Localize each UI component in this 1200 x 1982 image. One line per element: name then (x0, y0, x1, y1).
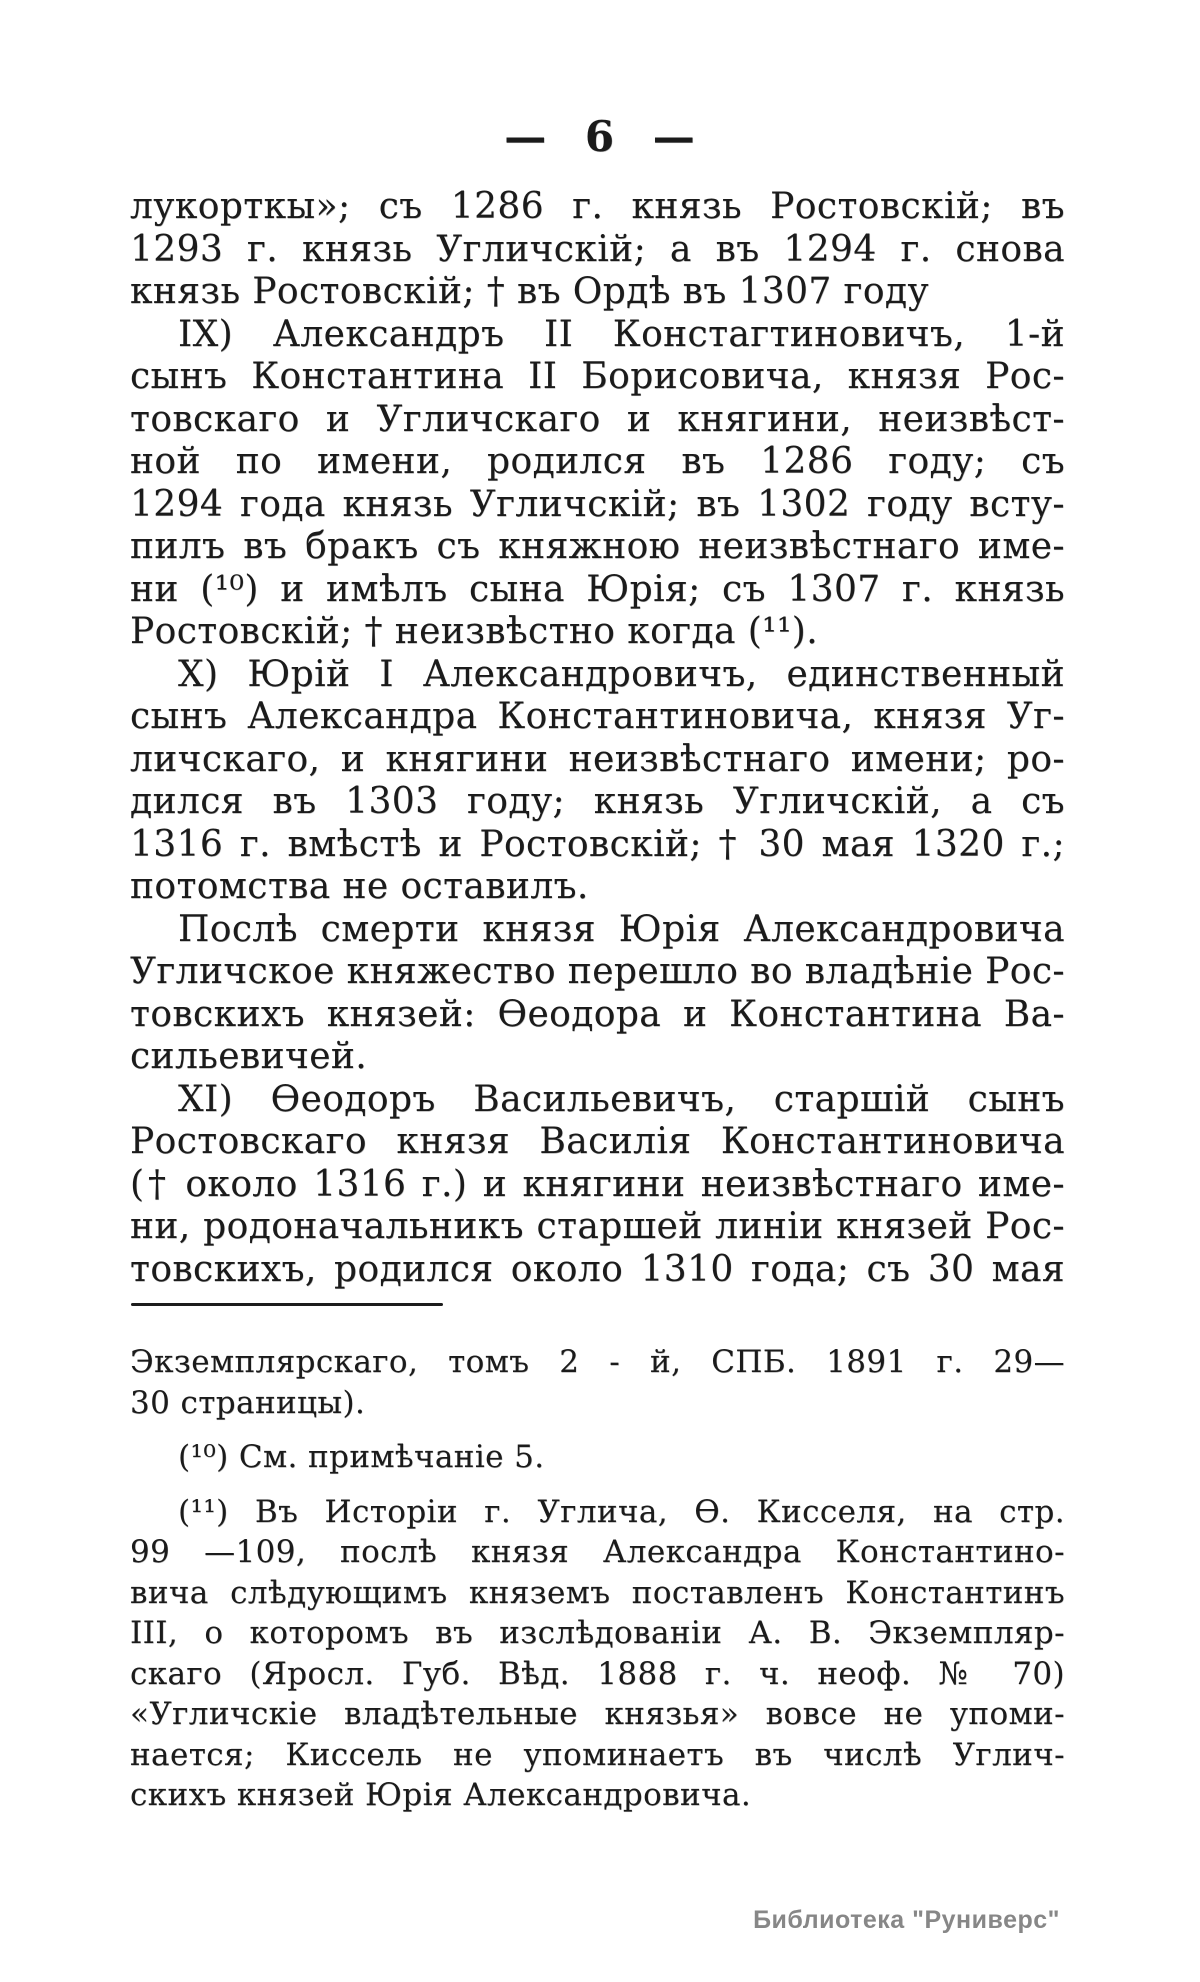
footnote-line: 30 страницы). (130, 1384, 366, 1421)
footnote-line: (¹⁰) См. примѣчаніе 5. (178, 1439, 545, 1475)
body-line: пилъ въ бракъ съ княжною неизвѣстнаго име- (130, 526, 1065, 567)
body-line: товскихъ, родился около 1310 года; съ 30 мая (130, 1248, 1065, 1290)
body-line: Ростовскій; † неизвѣстно когда (¹¹). (130, 611, 819, 652)
body-line: Угличское княжество перешло во владѣніе Рос- (130, 951, 1065, 992)
body-text (130, 186, 1065, 1291)
footnote-line: скаго (Яросл. Губ. Вѣд. 1888 г. ч. неоф. № 70) (130, 1655, 1065, 1692)
footnote-line: «Угличскіе владѣтельные князья» вовсе не упоми- (130, 1696, 1065, 1732)
footnotes (130, 1342, 1065, 1830)
body-line: князь Ростовскій; † въ Ордѣ въ 1307 году (130, 271, 930, 312)
body-line: товскаго и Угличскаго и княгини, неизвѣст- (130, 398, 1065, 440)
footnote-paragraph (130, 1437, 1065, 1478)
body-line: XI) Ѳеодоръ Васильевичъ, старшій сынъ (178, 1078, 1065, 1120)
body-line: ни (¹⁰) и имѣлъ сына Юрія; съ 1307 г. князь (130, 568, 1065, 610)
body-line: сильевичей. (130, 1036, 368, 1077)
footnote-paragraph (130, 1492, 1065, 1816)
body-line: († около 1316 г.) и княгини неизвѣстнаго име- (130, 1163, 1065, 1205)
footnote-separator (131, 1303, 443, 1306)
body-line: IX) Александръ II Констагтиновичъ, 1-й (178, 313, 1065, 355)
body-line: Послѣ смерти князя Юрія Александровича (178, 908, 1065, 950)
body-line: X) Юрій I Александровичъ, единственный (178, 653, 1065, 695)
page-number: — 6 — (504, 112, 696, 161)
library-watermark: Библиотека "Руниверс" (753, 1906, 1060, 1934)
body-line: сынъ Константина II Борисовича, князя Рос- (130, 356, 1065, 397)
body-line: потомства не оставилъ. (130, 866, 589, 907)
body-line: 1294 года князь Угличскій; въ 1302 году всту- (130, 483, 1065, 525)
body-line: Ростовскаго князя Василія Константиновича (130, 1121, 1065, 1162)
body-line: дился въ 1303 году; князь Угличскій, а съ (130, 781, 1065, 822)
body-line: ни, родоначальникъ старшей линіи князей Рос- (130, 1206, 1065, 1247)
body-line: лукорткы»; съ 1286 г. князь Ростовскій; въ (130, 186, 1065, 227)
footnote-line: 99 —109, послѣ князя Александра Константино- (130, 1534, 1065, 1570)
body-line: 1316 г. вмѣстѣ и Ростовскій; † 30 мая 1320 г.; (130, 823, 1065, 865)
body-line: сынъ Александра Константиновича, князя Уг- (130, 696, 1065, 737)
footnote-line: III, о которомъ въ изслѣдованіи А. В. Экземпляр- (130, 1615, 1065, 1651)
footnote-line: вича слѣдующимъ княземъ поставленъ Константинъ (130, 1574, 1065, 1611)
footnote-line: (¹¹) Въ Исторіи г. Углича, Ѳ. Кисселя, на стр. (178, 1493, 1065, 1530)
footnote-line: Экземплярскаго, томъ 2 - й, СПБ. 1891 г. 29— (130, 1344, 1065, 1380)
footnote-line: скихъ князей Юрія Александровича. (130, 1777, 752, 1813)
body-line: ной по имени, родился въ 1286 году; съ (130, 441, 1065, 482)
footnote-paragraph (130, 1342, 1065, 1423)
body-line: 1293 г. князь Угличскій; а въ 1294 г. снова (130, 228, 1065, 270)
body-line: товскихъ князей: Ѳеодора и Константина Ва- (130, 993, 1065, 1035)
footnote-line: нается; Киссель не упоминаетъ въ числѣ Углич- (130, 1736, 1065, 1773)
body-line: личскаго, и княгини неизвѣстнаго имени; ро- (130, 738, 1065, 780)
